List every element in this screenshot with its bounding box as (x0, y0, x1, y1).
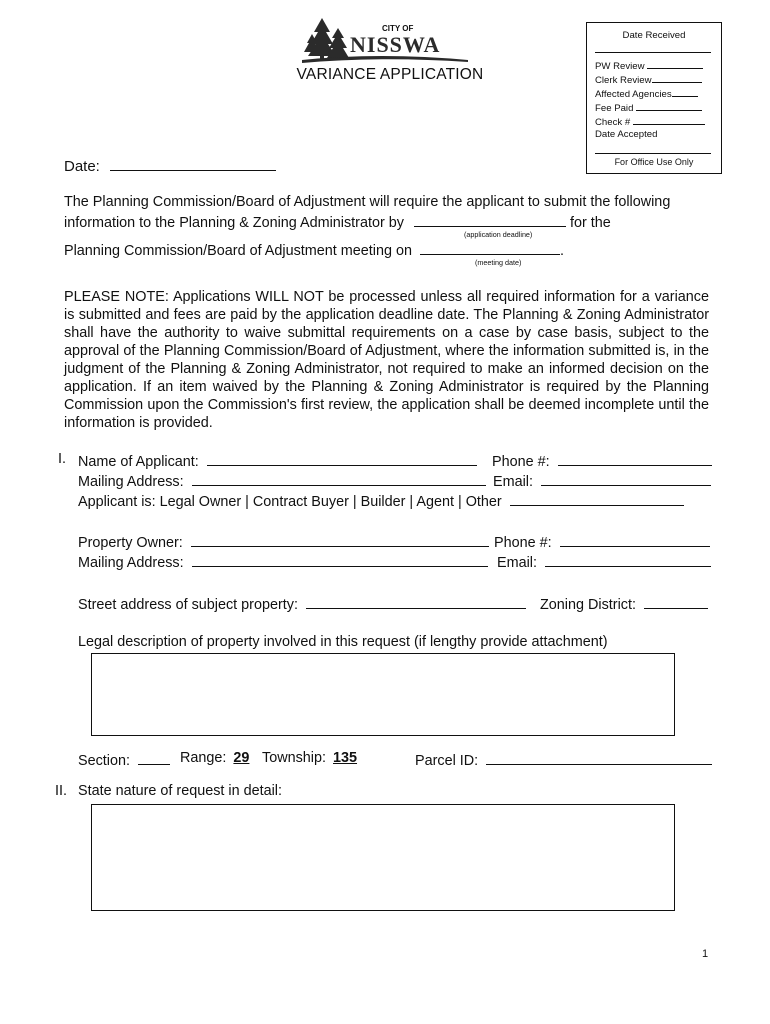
owner-phone-field[interactable] (560, 532, 710, 547)
email-row (493, 471, 711, 490)
range-row (180, 750, 249, 766)
phone-label: Phone #: (492, 454, 550, 470)
section1-numeral: I. (58, 451, 66, 467)
zoning-row (540, 594, 708, 613)
clerk-review-field[interactable] (652, 73, 702, 83)
page-title: VARIANCE APPLICATION (296, 66, 484, 83)
fee-paid-label: Fee Paid (595, 103, 634, 114)
phone-row (492, 451, 712, 470)
affected-agencies-label: Affected Agencies (595, 89, 672, 100)
section-row (78, 750, 170, 769)
parcel-id-field[interactable] (486, 750, 712, 765)
street-address-field[interactable] (306, 594, 526, 609)
owner-label: Property Owner: (78, 535, 183, 551)
deadline-caption: (application deadline) (464, 230, 533, 239)
township-label: Township: (262, 750, 326, 766)
email-label: Email: (493, 474, 533, 490)
owner-email-field[interactable] (545, 552, 711, 567)
logo-name: NISSWA (350, 32, 441, 57)
applicant-is-label: Applicant is: Legal Owner | Contract Buyer | Builder | Agent | Other (78, 494, 502, 510)
mailing-label: Mailing Address: (78, 474, 184, 490)
parcel-row (415, 750, 712, 769)
pw-review-label: PW Review (595, 61, 645, 72)
street-row (78, 594, 526, 613)
township-value: 135 (333, 750, 358, 766)
date-received-label: Date Received (622, 30, 686, 41)
range-label: Range: (180, 750, 227, 766)
legal-description-box[interactable] (91, 653, 675, 736)
street-label: Street address of subject property: (78, 597, 298, 613)
owner-phone-row (494, 532, 710, 551)
intro-line2-for-the: for the (569, 215, 611, 231)
owner-email-row (497, 552, 711, 571)
date-accepted-label: Date Accepted (595, 129, 658, 140)
date-row (64, 156, 276, 175)
intro-line3-period: . (559, 243, 564, 259)
zoning-label: Zoning District: (540, 597, 636, 613)
owner-mailing-field[interactable] (192, 552, 488, 567)
logo-city-of: CITY OF (382, 24, 414, 33)
owner-mailing-label: Mailing Address: (78, 555, 184, 571)
owner-phone-label: Phone #: (494, 535, 552, 551)
page-number: 1 (702, 948, 709, 960)
date-field[interactable] (110, 156, 276, 171)
check-field[interactable] (633, 115, 705, 125)
applicant-email-field[interactable] (541, 471, 711, 486)
date-label: Date: (64, 158, 100, 175)
applicant-phone-field[interactable] (558, 451, 712, 466)
clerk-review-label: Clerk Review (595, 75, 652, 86)
applicant-mailing-field[interactable] (192, 471, 486, 486)
application-deadline-field[interactable] (414, 212, 566, 227)
section-label: Section: (78, 753, 130, 769)
applicant-name-field[interactable] (207, 451, 477, 466)
check-label: Check # (595, 117, 631, 128)
intro-line1: The Planning Commission/Board of Adjustment will require the applicant to submit the following (64, 194, 671, 210)
meeting-caption: (meeting date) (475, 258, 522, 267)
mailing-row (78, 471, 486, 490)
pw-review-field[interactable] (647, 59, 703, 69)
fee-paid-field[interactable] (636, 101, 702, 111)
intro-line2-text: information to the Planning & Zoning Administrator by (64, 215, 404, 231)
owner-row (78, 532, 489, 551)
please-note-paragraph: PLEASE NOTE: Applications WILL NOT be processed unless all required information for a variance is submitted and fees are paid by the application deadline date. The Planning & Zoning Administrator shall have the authority to waive submittal requirements on a case by case basis, subject to the approval of the Planning Commission/Board of Adjustment, where the information submitted is, in the judgment of the Planning & Zoning Administrator, not required to make an informed decision on the application. If an item waived by the Planning & Zoning Administrator is required by the Planning Commission upon the Commission's first review, the application shall be deemed incomplete until the information is provided. (64, 289, 709, 431)
parcel-label: Parcel ID: (415, 753, 479, 769)
intro-line2 (64, 212, 611, 231)
township-row (262, 750, 357, 766)
request-detail-box[interactable] (91, 804, 675, 911)
range-value: 29 (233, 750, 250, 766)
owner-email-label: Email: (497, 555, 537, 571)
name-row (78, 451, 477, 470)
legal-description-label: Legal description of property involved in this request (if lengthy provide attachment) (78, 634, 608, 650)
owner-mailing-row (78, 552, 488, 571)
affected-agencies-field[interactable] (672, 87, 698, 97)
zoning-district-field[interactable] (644, 594, 708, 609)
section2-numeral: II. (55, 783, 67, 799)
section-field[interactable] (138, 750, 170, 765)
property-owner-field[interactable] (191, 532, 489, 547)
name-label: Name of Applicant: (78, 454, 199, 470)
meeting-date-field[interactable] (420, 240, 560, 255)
applicant-other-field[interactable] (510, 491, 684, 506)
office-use-box (586, 22, 722, 174)
office-use-footer: For Office Use Only (614, 157, 694, 167)
section2-label: State nature of request in detail: (78, 783, 282, 799)
date-accepted-field[interactable] (595, 153, 711, 154)
applicant-is-row (78, 491, 684, 510)
intro-line3 (64, 240, 564, 259)
intro-line3-text: Planning Commission/Board of Adjustment meeting on (64, 243, 412, 259)
